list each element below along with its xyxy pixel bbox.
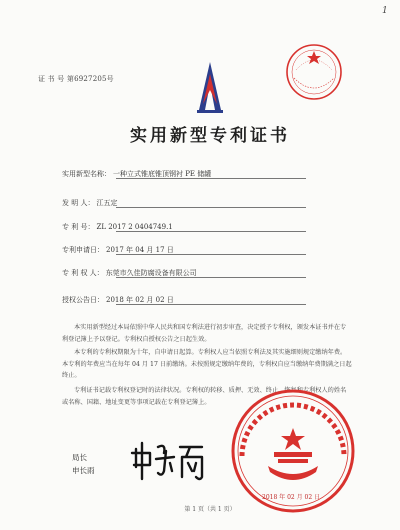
page-footer: 第 1 页（共 1 页） (184, 506, 236, 513)
handwritten-signature-icon (128, 437, 208, 487)
filing-date-label: 专利申请日： (62, 246, 104, 254)
body-paragraph-3: 专利证书记载专利权登记时的法律状况。专利权的转移、质押、无效、终止、恢复和专利权人的姓名或名称、国籍、地址变更等事项记载在专利登记簿上。 (62, 387, 347, 406)
grant-date-value: 2018 年 02 月 02 日 (106, 296, 174, 304)
patent-number-label: 专 利 号： (62, 223, 95, 231)
patentee-label: 专 利 权 人： (62, 269, 104, 277)
grant-date-underline (116, 304, 306, 305)
patent-office-emblem-icon (195, 60, 225, 116)
certificate-number: 证 书 号 第6927205号 (38, 75, 114, 83)
inventor-underline (116, 207, 306, 208)
filing-date-underline (116, 254, 306, 255)
director-name: 申长雨 (72, 466, 95, 475)
patent-number-value: ZL 2017 2 0404749.1 (96, 223, 173, 231)
grant-date-label: 授权公告日： (62, 296, 104, 304)
utility-model-name-label: 实用新型名称： (62, 170, 111, 178)
page-corner-mark: 1 (382, 6, 388, 16)
body-paragraph-2: 本专利的专利权期限为十年，自申请日起算。专利权人应当依照专利法及其实施细则规定缴纳年费。本专利的年费应当在每年 04 月 17 日前缴纳。未按照规定缴纳年费的，专利权自应当缴纳年费期满之日起终止。 (62, 349, 352, 379)
body-paragraph-1: 本实用新型经过本局依照中华人民共和国专利法进行初步审查，决定授予专利权，颁发本证书并在专利登记簿上予以登记。专利权自授权公告之日起生效。 (62, 324, 347, 343)
patent-number-underline (116, 231, 306, 232)
seal-date: 2018 年 02 月 02 日 (262, 494, 321, 501)
inventor-row (62, 198, 117, 208)
utility-model-name-value: 一种立式锥底锥顶钢衬 PE 储罐 (113, 170, 212, 178)
inventor-label: 发 明 人： (62, 199, 95, 207)
certificate-title: 实用新型专利证书 (130, 126, 290, 146)
patentee-underline (116, 277, 306, 278)
verification-stamp-icon (284, 42, 344, 102)
patentee-value: 东莞市久佳防腐设备有限公司 (105, 269, 197, 277)
name-underline (116, 178, 306, 179)
director-title: 局长 (72, 453, 87, 462)
filing-date-value: 2017 年 04 月 17 日 (106, 246, 174, 254)
inventor-value: 江五定 (96, 199, 118, 207)
